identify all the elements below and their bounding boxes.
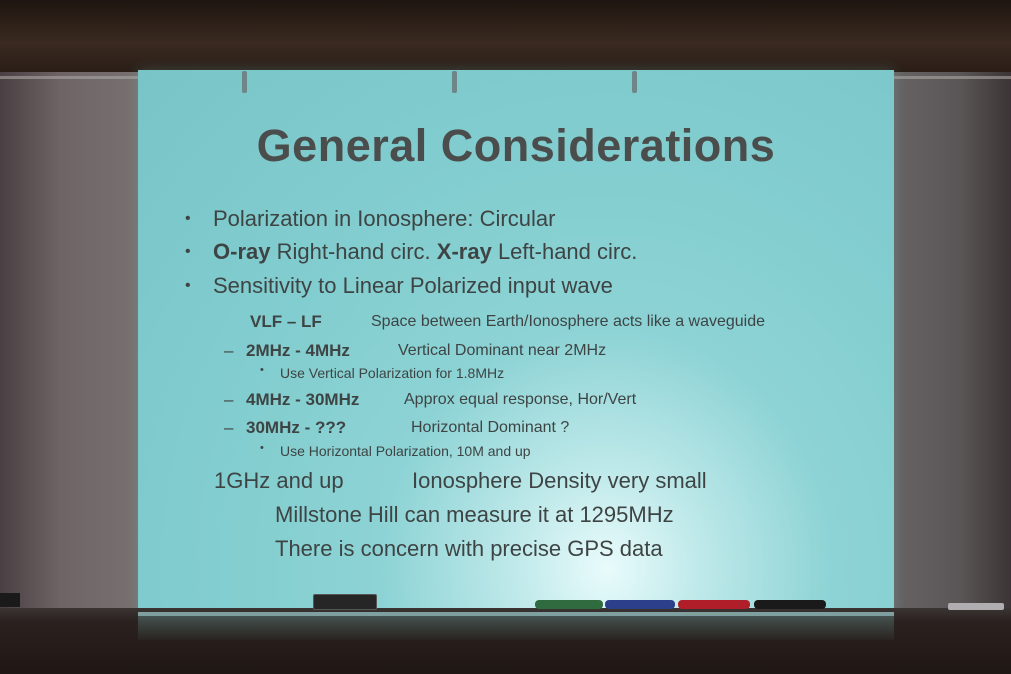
o-ray-label: O-ray [213, 239, 271, 264]
screen-hook [242, 71, 247, 93]
eraser [313, 594, 377, 610]
band-dash: – [224, 390, 234, 409]
red-marker [678, 600, 750, 609]
band-note: Use Horizontal Polarization, 10M and up [280, 443, 531, 459]
band-dash: – [224, 341, 234, 360]
note-dot: • [260, 364, 264, 376]
band-desc: Horizontal Dominant ? [411, 419, 570, 436]
band-dash: – [224, 418, 234, 437]
wall [0, 0, 1011, 72]
band-desc: Approx equal response, Hor/Vert [404, 391, 637, 408]
note-dot: • [260, 442, 264, 454]
band-note: Use Vertical Polarization for 1.8MHz [280, 365, 505, 381]
projected-slide [138, 70, 894, 612]
screen-hook [452, 71, 457, 93]
tray-clip [948, 603, 1004, 610]
band-desc: Space between Earth/Ionosphere acts like a waveguide [371, 313, 766, 330]
band-label: 2MHz - 4MHz [246, 341, 350, 360]
millstone-line: Millstone Hill can measure it at 1295MHz [275, 502, 674, 527]
blue-marker [605, 600, 675, 609]
gps-line: There is concern with precise GPS data [275, 536, 663, 561]
tray-reflection [138, 616, 894, 640]
ghz-label: 1GHz and up [214, 468, 344, 493]
band-desc: Vertical Dominant near 2MHz [398, 342, 607, 359]
bullet-rays [213, 239, 637, 265]
band-label: VLF – LF [250, 312, 322, 331]
bullet-dot: • [185, 243, 191, 260]
green-marker [535, 600, 603, 609]
bullet-dot: • [185, 277, 191, 294]
band-label: 30MHz - ??? [246, 418, 347, 437]
band-label: 4MHz - 30MHz [246, 390, 360, 409]
bullet-dot: • [185, 210, 191, 227]
x-ray-desc: Left-hand circ. [491, 239, 638, 264]
black-marker [754, 600, 826, 609]
screen-hook [632, 71, 637, 93]
o-ray-desc: Right-hand circ. [270, 239, 437, 264]
x-ray-label: X-ray [436, 239, 492, 264]
bullet-sensitivity: Sensitivity to Linear Polarized input wave [213, 273, 613, 298]
tray-clip [0, 593, 20, 607]
ghz-desc: Ionosphere Density very small [412, 468, 707, 493]
slide-title: General Considerations [256, 120, 776, 171]
bullet-polarization: Polarization in Ionosphere: Circular [213, 206, 556, 231]
